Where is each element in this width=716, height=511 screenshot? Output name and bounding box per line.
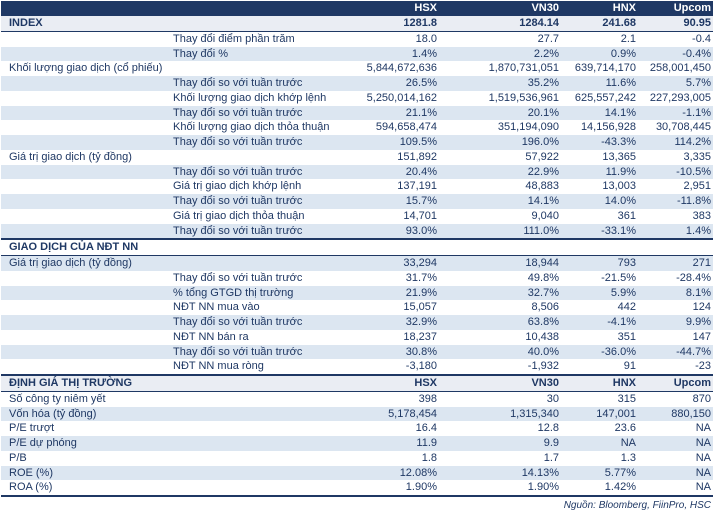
column-header-hsx: HSX [351, 1, 439, 16]
table-row [1, 91, 713, 106]
cell-value: 793 [561, 256, 638, 271]
source-note: Nguồn: Bloomberg, FiinPro, HSC [563, 500, 711, 511]
section-title-spacer [561, 239, 638, 255]
row-label: Giá trị giao dịch (tỷ đồng) [1, 256, 351, 271]
cell-value: -1.1% [638, 106, 713, 121]
cell-value: 1.4% [351, 47, 439, 62]
table-row [1, 436, 713, 451]
cell-value: 315 [617, 392, 636, 405]
cell-value: 5,250,014,162 [366, 91, 437, 104]
section-title-row [1, 239, 713, 255]
cell-value: 383 [692, 209, 711, 222]
row-label: NĐT NN bán ra [173, 330, 249, 343]
cell-value: NA [695, 422, 711, 435]
column-header-row [1, 1, 713, 16]
cell-value: 32.7% [439, 286, 561, 301]
row-label: P/B [9, 451, 27, 464]
cell-value: 31.7% [405, 271, 437, 284]
row-label: Giá trị giao dịch (tỷ đồng) [9, 150, 132, 163]
section-title-spacer [351, 239, 439, 255]
section-title-value: 90.95 [638, 16, 713, 31]
row-label: Thay đổi so với tuần trước [1, 165, 351, 180]
cell-value: 33,294 [351, 256, 439, 271]
table-row [1, 150, 713, 165]
cell-value: 8,506 [531, 301, 559, 314]
cell-value: 147 [692, 330, 711, 343]
row-label: Số công ty niêm yết [9, 392, 106, 405]
table-row [1, 76, 713, 91]
row-label: Thay đổi so với tuần trước [1, 315, 351, 330]
table-row [1, 480, 713, 496]
row-label: Thay đổi so với tuần trước [1, 135, 351, 150]
cell-value: 14,701 [403, 209, 437, 222]
table-row [1, 359, 713, 375]
cell-value: 18.0 [415, 32, 437, 45]
row-label: Giá trị giao dịch thỏa thuận [173, 209, 305, 222]
table-row [1, 286, 713, 301]
section-title-value: 241.68 [561, 16, 638, 31]
cell-value: 639,714,170 [574, 62, 636, 75]
section-title: INDEX [1, 16, 351, 31]
table-row [1, 421, 713, 436]
table-row [1, 315, 713, 330]
table-row [1, 179, 713, 194]
cell-value: 880,150 [638, 407, 713, 422]
cell-value: -23 [695, 360, 711, 373]
row-label: Vốn hóa (tỷ đồng) [1, 407, 351, 422]
column-header-spacer [1, 1, 351, 16]
section-title: ĐỊNH GIÁ THỊ TRƯỜNG [1, 375, 351, 391]
cell-value: 625,557,242 [574, 91, 636, 104]
cell-value: 20.4% [351, 165, 439, 180]
table-row [1, 256, 713, 271]
cell-value: -21.5% [601, 271, 636, 284]
row-label: ROE (%) [1, 466, 351, 481]
cell-value: 23.6 [614, 422, 636, 435]
cell-value: -3,180 [405, 360, 437, 373]
cell-value: 227,293,005 [649, 91, 711, 104]
column-header-hnx: HNX [561, 1, 638, 16]
cell-value: 11.9% [561, 165, 638, 180]
cell-value: 1.4% [638, 224, 713, 240]
cell-value: 21.9% [351, 286, 439, 301]
cell-value: 9,040 [531, 209, 559, 222]
cell-value: 1,519,536,961 [488, 91, 559, 104]
table-row [1, 135, 713, 150]
table-row [1, 224, 713, 240]
cell-value: 35.2% [439, 76, 561, 91]
cell-value: 20.1% [439, 106, 561, 121]
cell-value: NA [638, 480, 713, 496]
table-row [1, 271, 713, 286]
table-body [1, 16, 713, 496]
cell-value: -43.3% [561, 135, 638, 150]
cell-value: 30,708,445 [655, 121, 711, 134]
cell-value: 5,178,454 [351, 407, 439, 422]
row-label: Khối lượng giao dịch thỏa thuận [173, 121, 330, 134]
table-row [1, 451, 713, 466]
cell-value: 48,883 [525, 180, 559, 193]
cell-value: 32.9% [351, 315, 439, 330]
section-column-header: HNX [561, 375, 638, 391]
section-title-value: 1284.14 [439, 16, 561, 31]
cell-value: -0.4 [692, 32, 711, 45]
cell-value: 2.1 [620, 32, 636, 45]
cell-value: NA [638, 436, 713, 451]
market-summary-table [1, 1, 713, 497]
cell-value: 49.8% [527, 271, 559, 284]
cell-value: 1,315,340 [439, 407, 561, 422]
cell-value: 13,365 [602, 150, 636, 163]
cell-value: 13,003 [602, 180, 636, 193]
cell-value: 870 [692, 392, 711, 405]
cell-value: 1.3 [620, 451, 636, 464]
cell-value: 124 [692, 301, 711, 314]
cell-value: 26.5% [351, 76, 439, 91]
column-header-vn30: VN30 [439, 1, 561, 16]
cell-value: 147,001 [561, 407, 638, 422]
table-row [1, 61, 713, 76]
cell-value: 15,057 [403, 301, 437, 314]
table-row [1, 300, 713, 315]
cell-value: 14.1% [439, 194, 561, 209]
cell-value: 91 [623, 360, 636, 373]
row-label: Thay đổi so với tuần trước [1, 224, 351, 240]
cell-value: 137,191 [397, 180, 437, 193]
cell-value: 14,156,928 [580, 121, 636, 134]
table-row [1, 165, 713, 180]
cell-value: 27.7 [537, 32, 559, 45]
cell-value: 111.0% [439, 224, 561, 240]
cell-value: 22.9% [439, 165, 561, 180]
table-row [1, 466, 713, 481]
cell-value: 442 [617, 301, 636, 314]
cell-value: -28.4% [676, 271, 711, 284]
cell-value: -11.8% [638, 194, 713, 209]
cell-value: 258,001,450 [649, 62, 711, 75]
cell-value: -36.0% [561, 345, 638, 360]
cell-value: -0.4% [638, 47, 713, 62]
cell-value: 271 [638, 256, 713, 271]
cell-value: 18,944 [439, 256, 561, 271]
cell-value: 14.1% [561, 106, 638, 121]
cell-value: 1.42% [561, 480, 638, 496]
row-label: ROA (%) [1, 480, 351, 496]
row-label: Thay đổi so với tuần trước [1, 76, 351, 91]
cell-value: 361 [617, 209, 636, 222]
cell-value: 1.8 [421, 451, 437, 464]
section-column-header: Upcom [638, 375, 713, 391]
cell-value: 1.90% [439, 480, 561, 496]
cell-value: 16.4 [415, 422, 437, 435]
cell-value: 14.13% [439, 466, 561, 481]
cell-value: 8.1% [638, 286, 713, 301]
table-row [1, 330, 713, 345]
cell-value: 5,844,672,636 [366, 62, 437, 75]
section-column-header: HSX [351, 375, 439, 391]
section-title: GIAO DỊCH CỦA NĐT NN [1, 239, 351, 255]
cell-value: 11.9 [351, 436, 439, 451]
cell-value: NA [561, 436, 638, 451]
row-label: Thay đổi so với tuần trước [1, 345, 351, 360]
cell-value: 18,237 [403, 330, 437, 343]
cell-value: 5.77% [561, 466, 638, 481]
row-label: Thay đổi điểm phần trăm [173, 32, 295, 45]
section-title-value: 1281.8 [351, 16, 439, 31]
row-label: Thay đổi so với tuần trước [173, 271, 303, 284]
table-row [1, 31, 713, 46]
cell-value: 63.8% [439, 315, 561, 330]
row-label: Khối lượng giao dịch khớp lệnh [173, 91, 327, 104]
row-label: Giá trị giao dịch khớp lệnh [173, 180, 302, 193]
cell-value: 9.9 [439, 436, 561, 451]
row-label: P/E dự phóng [1, 436, 351, 451]
cell-value: 21.1% [351, 106, 439, 121]
cell-value: 12.8 [537, 422, 559, 435]
cell-value: 12.08% [351, 466, 439, 481]
cell-value: 1,870,731,051 [488, 62, 559, 75]
cell-value: 1.7 [543, 451, 559, 464]
cell-value: -44.7% [638, 345, 713, 360]
cell-value: 351,194,090 [497, 121, 559, 134]
cell-value: 14.0% [561, 194, 638, 209]
section-column-header: VN30 [439, 375, 561, 391]
section-title-spacer [439, 239, 561, 255]
row-label: Thay đổi % [1, 47, 351, 62]
cell-value: 0.9% [561, 47, 638, 62]
cell-value: 10,438 [525, 330, 559, 343]
table-row [1, 106, 713, 121]
cell-value: -33.1% [561, 224, 638, 240]
cell-value: NA [695, 451, 711, 464]
column-header-upcom: Upcom [638, 1, 713, 16]
table-row [1, 194, 713, 209]
cell-value: 30 [546, 392, 559, 405]
section-title-row [1, 375, 713, 391]
table-row [1, 209, 713, 224]
cell-value: 109.5% [351, 135, 439, 150]
row-label: Thay đổi so với tuần trước [1, 106, 351, 121]
cell-value: 594,658,474 [375, 121, 437, 134]
cell-value: 151,892 [397, 150, 437, 163]
cell-value: -1,932 [527, 360, 559, 373]
cell-value: 9.9% [638, 315, 713, 330]
cell-value: 11.6% [561, 76, 638, 91]
table-row [1, 47, 713, 62]
cell-value: 196.0% [439, 135, 561, 150]
cell-value: NA [638, 466, 713, 481]
section-title-spacer [638, 239, 713, 255]
cell-value: -10.5% [638, 165, 713, 180]
table-row [1, 120, 713, 135]
cell-value: 114.2% [638, 135, 713, 150]
cell-value: 2.2% [439, 47, 561, 62]
cell-value: 57,922 [525, 150, 559, 163]
table-row [1, 391, 713, 406]
row-label: % tổng GTGD thị trường [1, 286, 351, 301]
table-row [1, 407, 713, 422]
cell-value: 30.8% [351, 345, 439, 360]
cell-value: 93.0% [351, 224, 439, 240]
row-label: Khối lượng giao dịch (cổ phiếu) [9, 62, 163, 75]
cell-value: 40.0% [439, 345, 561, 360]
row-label: NĐT NN mua ròng [173, 360, 264, 373]
row-label: NĐT NN mua vào [173, 301, 260, 314]
cell-value: -4.1% [561, 315, 638, 330]
cell-value: 2,951 [683, 180, 711, 193]
table-row [1, 345, 713, 360]
cell-value: 351 [617, 330, 636, 343]
cell-value: 15.7% [351, 194, 439, 209]
cell-value: 398 [418, 392, 437, 405]
row-label: P/E trượt [9, 422, 55, 435]
cell-value: 5.7% [638, 76, 713, 91]
section-title-row [1, 16, 713, 31]
cell-value: 3,335 [683, 150, 711, 163]
row-label: Thay đổi so với tuần trước [1, 194, 351, 209]
cell-value: 1.90% [351, 480, 439, 496]
cell-value: 5.9% [561, 286, 638, 301]
